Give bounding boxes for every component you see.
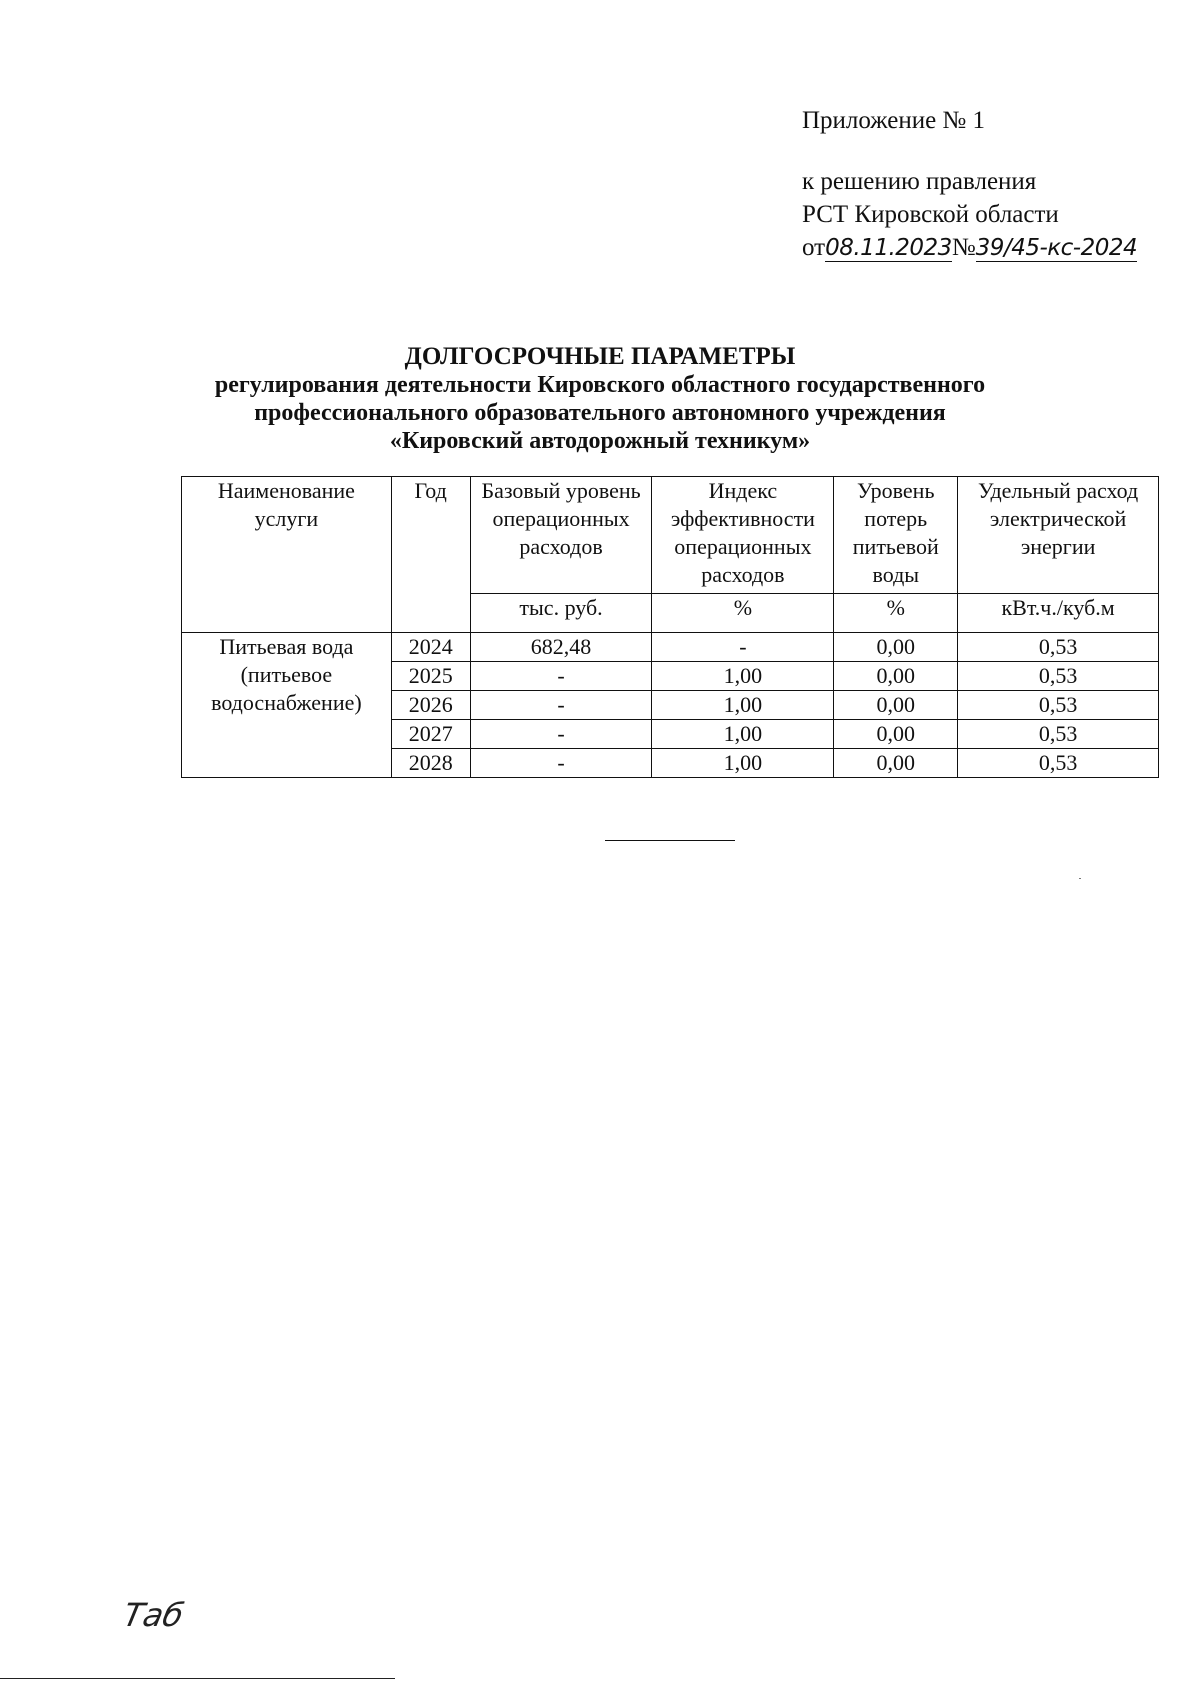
- handwritten-number: 39/45-кс-2024: [975, 235, 1138, 261]
- cell-year: 2028: [391, 749, 470, 778]
- number-prefix: №: [951, 234, 976, 261]
- header-efficiency-index: Индекс эффективности операционных расходов: [652, 477, 834, 594]
- title-line-4: «Кировский автодорожный техникум»: [389, 428, 811, 454]
- header-service: Наименование услуги: [182, 477, 392, 633]
- cell-electricity: 0,53: [958, 720, 1159, 749]
- cell-efficiency-index: 1,00: [652, 720, 834, 749]
- end-separator-line: [605, 840, 735, 841]
- cell-water-loss: 0,00: [834, 691, 958, 720]
- bottom-rule: [0, 1678, 395, 1679]
- title-line-3: профессионального образовательного автономного учреждения: [254, 400, 946, 426]
- parameters-table: [181, 476, 1159, 778]
- cell-electricity: 0,53: [958, 633, 1159, 662]
- header-water-loss: Уровень потерь питьевой воды: [834, 477, 958, 594]
- cell-efficiency-index: 1,00: [652, 662, 834, 691]
- title-line-2: регулирования деятельности Кировского областного государственного: [214, 372, 986, 398]
- cell-base-level: -: [470, 720, 652, 749]
- cell-water-loss: 0,00: [834, 749, 958, 778]
- header-electricity: Удельный расход электрической энергии: [958, 477, 1159, 594]
- header-year: Год: [391, 477, 470, 633]
- appendix-authority: РСТ Кировской области: [802, 201, 1059, 228]
- appendix-number: Приложение № 1: [802, 107, 986, 134]
- header-base-level: Базовый уровень операционных расходов: [470, 477, 652, 594]
- cell-electricity: 0,53: [958, 662, 1159, 691]
- cell-efficiency-index: 1,00: [652, 691, 834, 720]
- cell-year: 2025: [391, 662, 470, 691]
- cell-electricity: 0,53: [958, 691, 1159, 720]
- service-name-cell: Питьевая вода (питьевое водоснабжение): [182, 633, 392, 778]
- cell-base-level: 682,48: [470, 633, 652, 662]
- document-title: [150, 343, 1050, 455]
- cell-year: 2026: [391, 691, 470, 720]
- cell-electricity: 0,53: [958, 749, 1159, 778]
- unit-electricity: кВт.ч./куб.м: [958, 594, 1159, 633]
- cell-efficiency-index: 1,00: [652, 749, 834, 778]
- cell-base-level: -: [470, 691, 652, 720]
- cell-efficiency-index: -: [652, 633, 834, 662]
- cell-base-level: -: [470, 662, 652, 691]
- unit-base-level: тыс. руб.: [470, 594, 652, 633]
- signature-initials: Таб: [119, 1596, 187, 1634]
- cell-water-loss: 0,00: [834, 662, 958, 691]
- date-prefix: от: [802, 234, 826, 261]
- unit-efficiency-index: %: [652, 594, 834, 633]
- appendix-decision: к решению правления: [802, 168, 1037, 195]
- table-header-row: [182, 477, 1159, 594]
- cell-water-loss: 0,00: [834, 720, 958, 749]
- table-row: [182, 633, 1159, 662]
- scan-speck: [1079, 878, 1081, 879]
- cell-base-level: -: [470, 749, 652, 778]
- cell-year: 2027: [391, 720, 470, 749]
- appendix-block: [802, 104, 1137, 264]
- cell-water-loss: 0,00: [834, 633, 958, 662]
- title-main: ДОЛГОСРОЧНЫЕ ПАРАМЕТРЫ: [404, 343, 796, 370]
- cell-year: 2024: [391, 633, 470, 662]
- handwritten-date: 08.11.2023: [825, 235, 952, 261]
- appendix-date-line: [802, 231, 1137, 264]
- unit-water-loss: %: [834, 594, 958, 633]
